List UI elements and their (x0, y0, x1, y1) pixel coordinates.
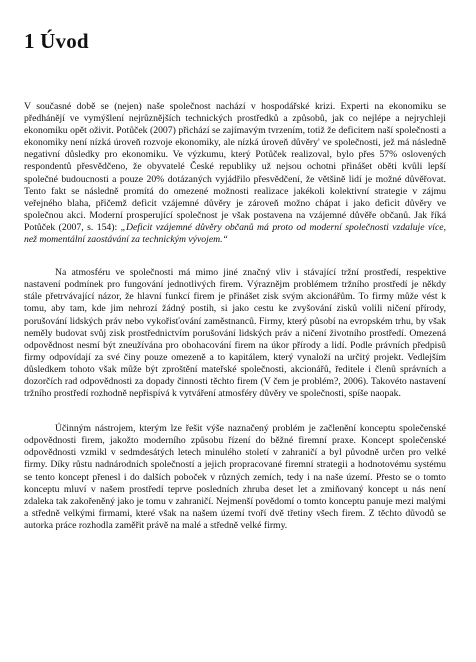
intro-paragraph-text: V současné době se (nejen) naše společnost nachází v hospodářské krizi. Experti na ekonomiku se předhánějí ve vymýšlení nejrůznějších technických prostředků a způsobů, jak co nejlépe a nejrychleji ekonomiku opět oživit. Potůček (2007) přichází se zajímavým tvrzením, totiž že deficitem naší společnosti a ekonomiky není nízká úroveň rozvoje ekonomiky, ale nízká úroveň důvěry' ve společnosti, jež má následně negativní důsledky pro ekonomiku. Ve výzkumu, který Potůček realizoval, bylo přes 57% oslovených respondentů přesvědčeno, že obyvatelé České republiky už nejsou ochotni přinášet oběti kvůli lepší společné budoucnosti a pouze 20% dotázaných vyjádřilo přesvědčení, že většině lidí je možné důvěřovat. Tento fakt se následně promítá do omezené možnosti realizace jakékoli kolektivní strategie v zájmu veřejného blaha, přičemž deficit vzájemné důvěry je zároveň možno chápat i jako deficit důvěry ve společnou akci. Moderní prosperující společnost je však postavena na vzájemné důvěře občanů. Jak říká Potůček (2007, s. 154): (24, 101, 446, 233)
potucek-quote: „Deficit vzájemné důvěry občanů má proto od moderní společnosti vzdaluje více, než momentální zaostávání za technickým vývojem.“ (24, 221, 446, 246)
chapter-heading: 1 Úvod (24, 29, 89, 53)
csr-concept-paragraph: Účinným nástrojem, kterým lze řešit výše naznačený problém je začlenění konceptu společenské odpovědnosti firem, jakožto moderního způsobu řízení do běžné firemní praxe. Koncept společenské odpovědnosti vzmikl v sedmdesátých letech minulého století v zahraničí a byl původně určen pro velké firmy. Díky růstu nadnárodních společností a jejich propracované firemní strategii a hodnotovému systému se tento koncept přenesl i do dalších poboček v různých zemích, tedy i na naše území. Přesto se o tomto konceptu mluví v našem prostředí teprve posledních zhruba deset let a zmiňovaný koncept u nás není zdaleka tak zakořeněný jako je tomu v zahraničí. Nejmenší povědomí o tomto konceptu panuje mezi malými a středně velkými firmami, které však na našem území tvoří dvě třetiny všech firem. Z těchto důvodů se autorka práce rozhodla zaměřit právě na malé a středně velké firmy. (24, 423, 446, 531)
market-environment-paragraph: Na atmosféru ve společnosti má mimo jiné značný vliv i stávající tržní prostředí, respektive nastavení podmínek pro fungování jednotlivých firem. Výraznějm problémem tržního prostředí je někdy stále přetrvávající názor, že hlavní funkcí firem je přinášet zisk svým akcionářům. To firmy může vést k tomu, aby tam, kde jim nehrozí žádný postih, si jako cestu ke zvyšování zisků volili ničení přírody, porušování lidských práv nebo vykořisťování zaměstnanců. Firmy, který působí na evropském trhu, by však neměly budovat svůj zisk prostřednictvím porušování lidských práv a ničení životního prostředí. Omezená odpovědnost nesmí být zneužívána pro obohacování firem na úkor přírody a lidí. Podle právních předpisů firmy odpovídají za své činy pouze omezeně a to kapitálem, který vynaloží na určitý projekt. Vedlejším důsledkem tohoto však může být zproštění mateřské společnosti, akcionářů, ředitele i členů správních a dozorčích rad odpovědnosti za dopady činnosti těchto firem (V čem je problém?, 2006). Takovéto nastavení tržního prostředí rozhodně nepřispívá k vytváření atmosféry důvěry ve společnosti, spíše naopak. (24, 267, 446, 400)
intro-paragraph (24, 101, 446, 246)
